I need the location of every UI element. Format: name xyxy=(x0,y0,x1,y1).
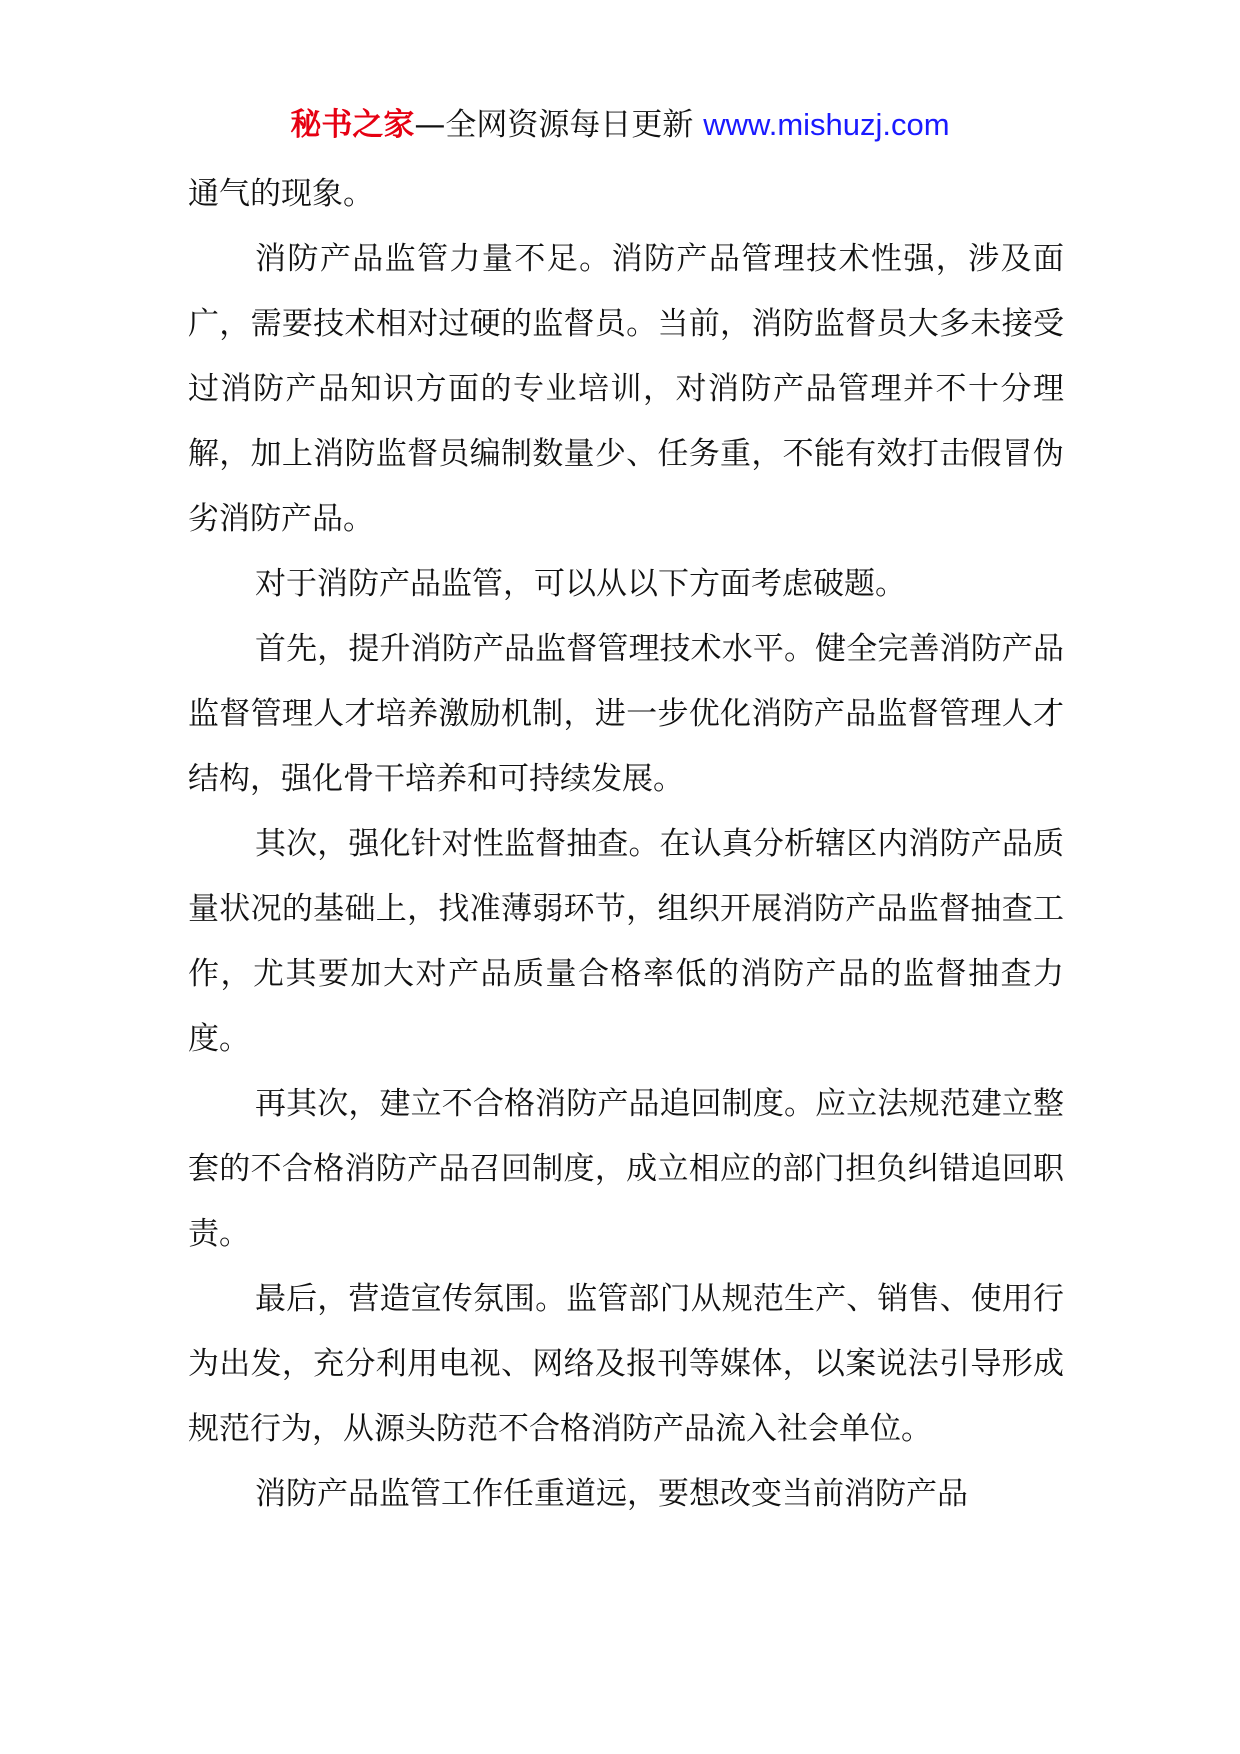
site-url-link[interactable]: www.mishuzj.com xyxy=(703,107,950,142)
site-slogan: —全网资源每日更新 xyxy=(414,107,694,143)
paragraph: 对于消防产品监管，可以从以下方面考虑破题。 xyxy=(255,566,906,602)
paragraph-continuation: 通气的现象。 xyxy=(188,176,374,212)
paragraph: 最后，营造宣传氛围。监管部门从规范生产、销售、使用行为出发，充分利用电视、网络及报刊等媒体，以案说法引导形成规范行为，从源头防范不合格消防产品流入社会单位。 xyxy=(188,1281,1064,1447)
page-header xyxy=(0,100,1240,150)
site-brand: 秘书之家 xyxy=(290,107,415,143)
paragraph: 其次，强化针对性监督抽查。在认真分析辖区内消防产品质量状况的基础上，找准薄弱环节，组织开展消防产品监督抽查工作，尤其要加大对产品质量合格率低的消防产品的监督抽查力度。 xyxy=(188,826,1064,1057)
paragraph: 再其次，建立不合格消防产品追回制度。应立法规范建立整套的不合格消防产品召回制度，成立相应的部门担负纠错追回职责。 xyxy=(188,1086,1064,1252)
paragraph: 消防产品监管工作任重道远，要想改变当前消防产品 xyxy=(255,1476,968,1512)
document-body xyxy=(188,162,1064,1527)
paragraph: 消防产品监管力量不足。消防产品管理技术性强，涉及面广，需要技术相对过硬的监督员。当前，消防监督员大多未接受过消防产品知识方面的专业培训，对消防产品管理并不十分理解，加上消防监督员编制数量少、任务重，不能有效打击假冒伪劣消防产品。 xyxy=(188,241,1064,537)
paragraph: 首先，提升消防产品监督管理技术水平。健全完善消防产品监督管理人才培养激励机制，进一步优化消防产品监督管理人才结构，强化骨干培养和可持续发展。 xyxy=(188,631,1064,797)
